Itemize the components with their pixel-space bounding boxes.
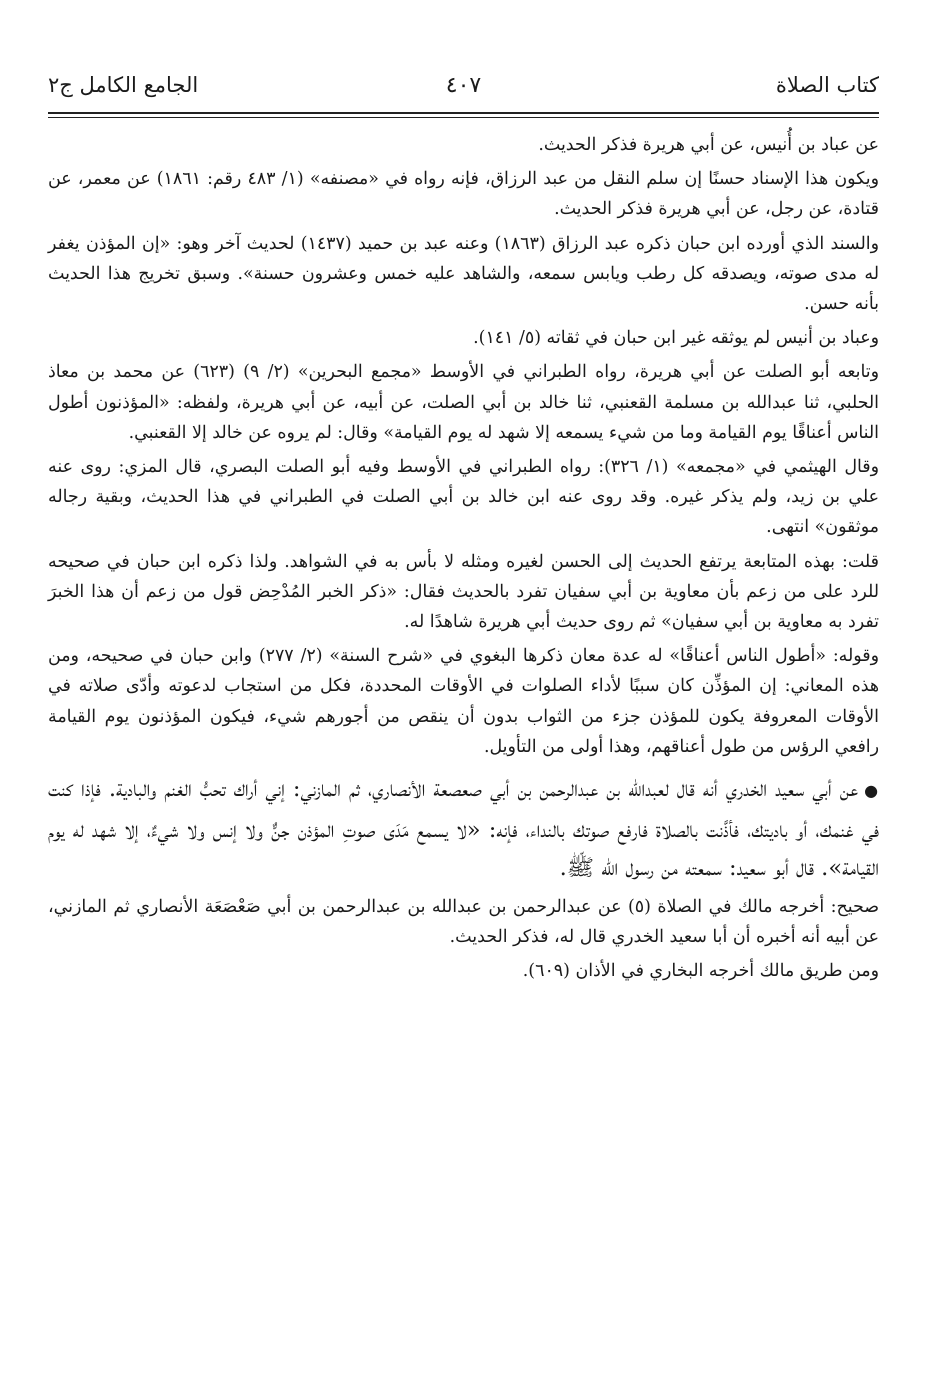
takhrij-paragraph: ومن طريق مالك أخرجه البخاري في الأذان (٦٠٩). xyxy=(522,960,879,981)
paragraph: ويكون هذا الإسناد حسنًا إن سلم النقل من عبد الرزاق، فإنه رواه في «مصنفه» (١/ ٤٨٣ رقم: ١٨٦١) عن معمر، عن قتادة، عن رجل، عن أبي هريرة فذكر الحديث. xyxy=(48,169,879,220)
page-number: ٤٠٧ xyxy=(445,72,482,98)
running-header xyxy=(48,68,879,102)
hadith-body: عن أبي سعيد الخدري أنه قال لعبدالله بن عبدالرحمن بن أبي صعصعة الأنصاري، ثم المازني: إني أراك تحبُّ الغنم والبادية. فإذا كنت في غنمك، أو باديتك، فأذَّنت بالصلاة فارفع صوتك بالنداء، فإنه: «لا يسمع مَدَى صوتِ المؤذن جنٌّ ولا إنس ولا شيءٌ، إلا شهد له يوم القيامة». قال أبو سعيد: سمعته من رسول الله ﷺ. xyxy=(48,776,879,882)
paragraph: وقوله: «أطول الناس أعناقًا» له عدة معان ذكرها البغوي في «شرح السنة» (٢/ ٢٧٧) وابن حبان في صحيحه، ومن هذه المعاني: إن المؤذِّن كان سببًا لأداء الصلوات في الأوقات المحددة، فكل من استجاب لدعوته وأدّى صلاته في الأوقات المعروفة يكون للمؤذن جزء من الثواب بدون أن ينقص من أجورهم شيء، فيكون المؤذنون يوم القيامة رافعي الرؤس من طول أعناقهم، وهذا أولى من التأويل. xyxy=(48,646,879,757)
paragraph: وتابعه أبو الصلت عن أبي هريرة، رواه الطبراني في الأوسط «مجمع البحرين» (٢/ ٩) (٦٢٣) عن محمد بن معاذ الحلبي، ثنا عبدالله بن مسلمة القعنبي، ثنا خالد بن أبي الصلت، عن أبيه، عن أبي هريرة، ولفظه: «المؤذنون أطول الناس أعناقًا يوم القيامة وما من شيء يسمعه إلا شهد له يوم القيامة» وقال: لم يروه عن خالد إلا القعنبي. xyxy=(48,362,879,443)
bullet-icon: ● xyxy=(864,781,879,801)
paragraph: قلت: بهذه المتابعة يرتفع الحديث إلى الحسن لغيره ومثله لا بأس به في الشواهد. ولذا ذكره ابن حبان في صحيحه للرد على من زعم بأن معاوية بن أبي سفيان تفرد بالحديث فقال: «ذكر الخبر المُدْحِض قول من زعم أن هذا الخبرَ تفرد به معاوية بن أبي سفيان» ثم روى حديث أبي هريرة شاهدًا له. xyxy=(48,551,879,633)
header-rule-thick xyxy=(48,112,879,114)
chapter-title: كتاب الصلاة xyxy=(775,73,879,97)
hadith-text xyxy=(48,770,879,888)
paragraph: وعباد بن أنيس لم يوثقه غير ابن حبان في ثقاته (٥/ ١٤١). xyxy=(473,328,879,349)
paragraph: وقال الهيثمي في «مجمعه» (١/ ٣٢٦): رواه الطبراني في الأوسط وفيه أبو الصلت البصري، قال المزي: روى عنه علي بن زيد، ولم يذكر غيره. وقد روى عنه ابن خالد بن أبي الصلت في الطبراني في هذا الحديث، وبقية رجاله موثقون» انتهى. xyxy=(48,457,879,538)
takhrij-paragraph: صحيح: أخرجه مالك في الصلاة (٥) عن عبدالرحمن بن عبدالله بن عبدالرحمن بن أبي صَعْصَعَة الأنصاري ثم المازني، عن أبيه أنه أخبره أن أبا سعيد الخدري قال له، فذكر الحديث. xyxy=(48,896,879,947)
paragraph: عن عباد بن أُنيس، عن أبي هريرة فذكر الحديث. xyxy=(538,135,879,155)
paragraph: والسند الذي أورده ابن حبان ذكره عبد الرزاق (١٨٦٣) وعنه عبد بن حميد (١٤٣٧) لحديث آخر وهو: «إن المؤذن يغفر له مدى صوته، ويصدقه كل رطب ويابس سمعه، والشاهد عليه خمس وعشرون حسنة». وسبق تخريج هذا الحديث بأنه حسن. xyxy=(48,233,879,315)
header-rule-thin xyxy=(48,117,879,118)
book-title: الجامع الكامل ج٢ xyxy=(48,73,199,97)
page-body xyxy=(48,130,879,990)
